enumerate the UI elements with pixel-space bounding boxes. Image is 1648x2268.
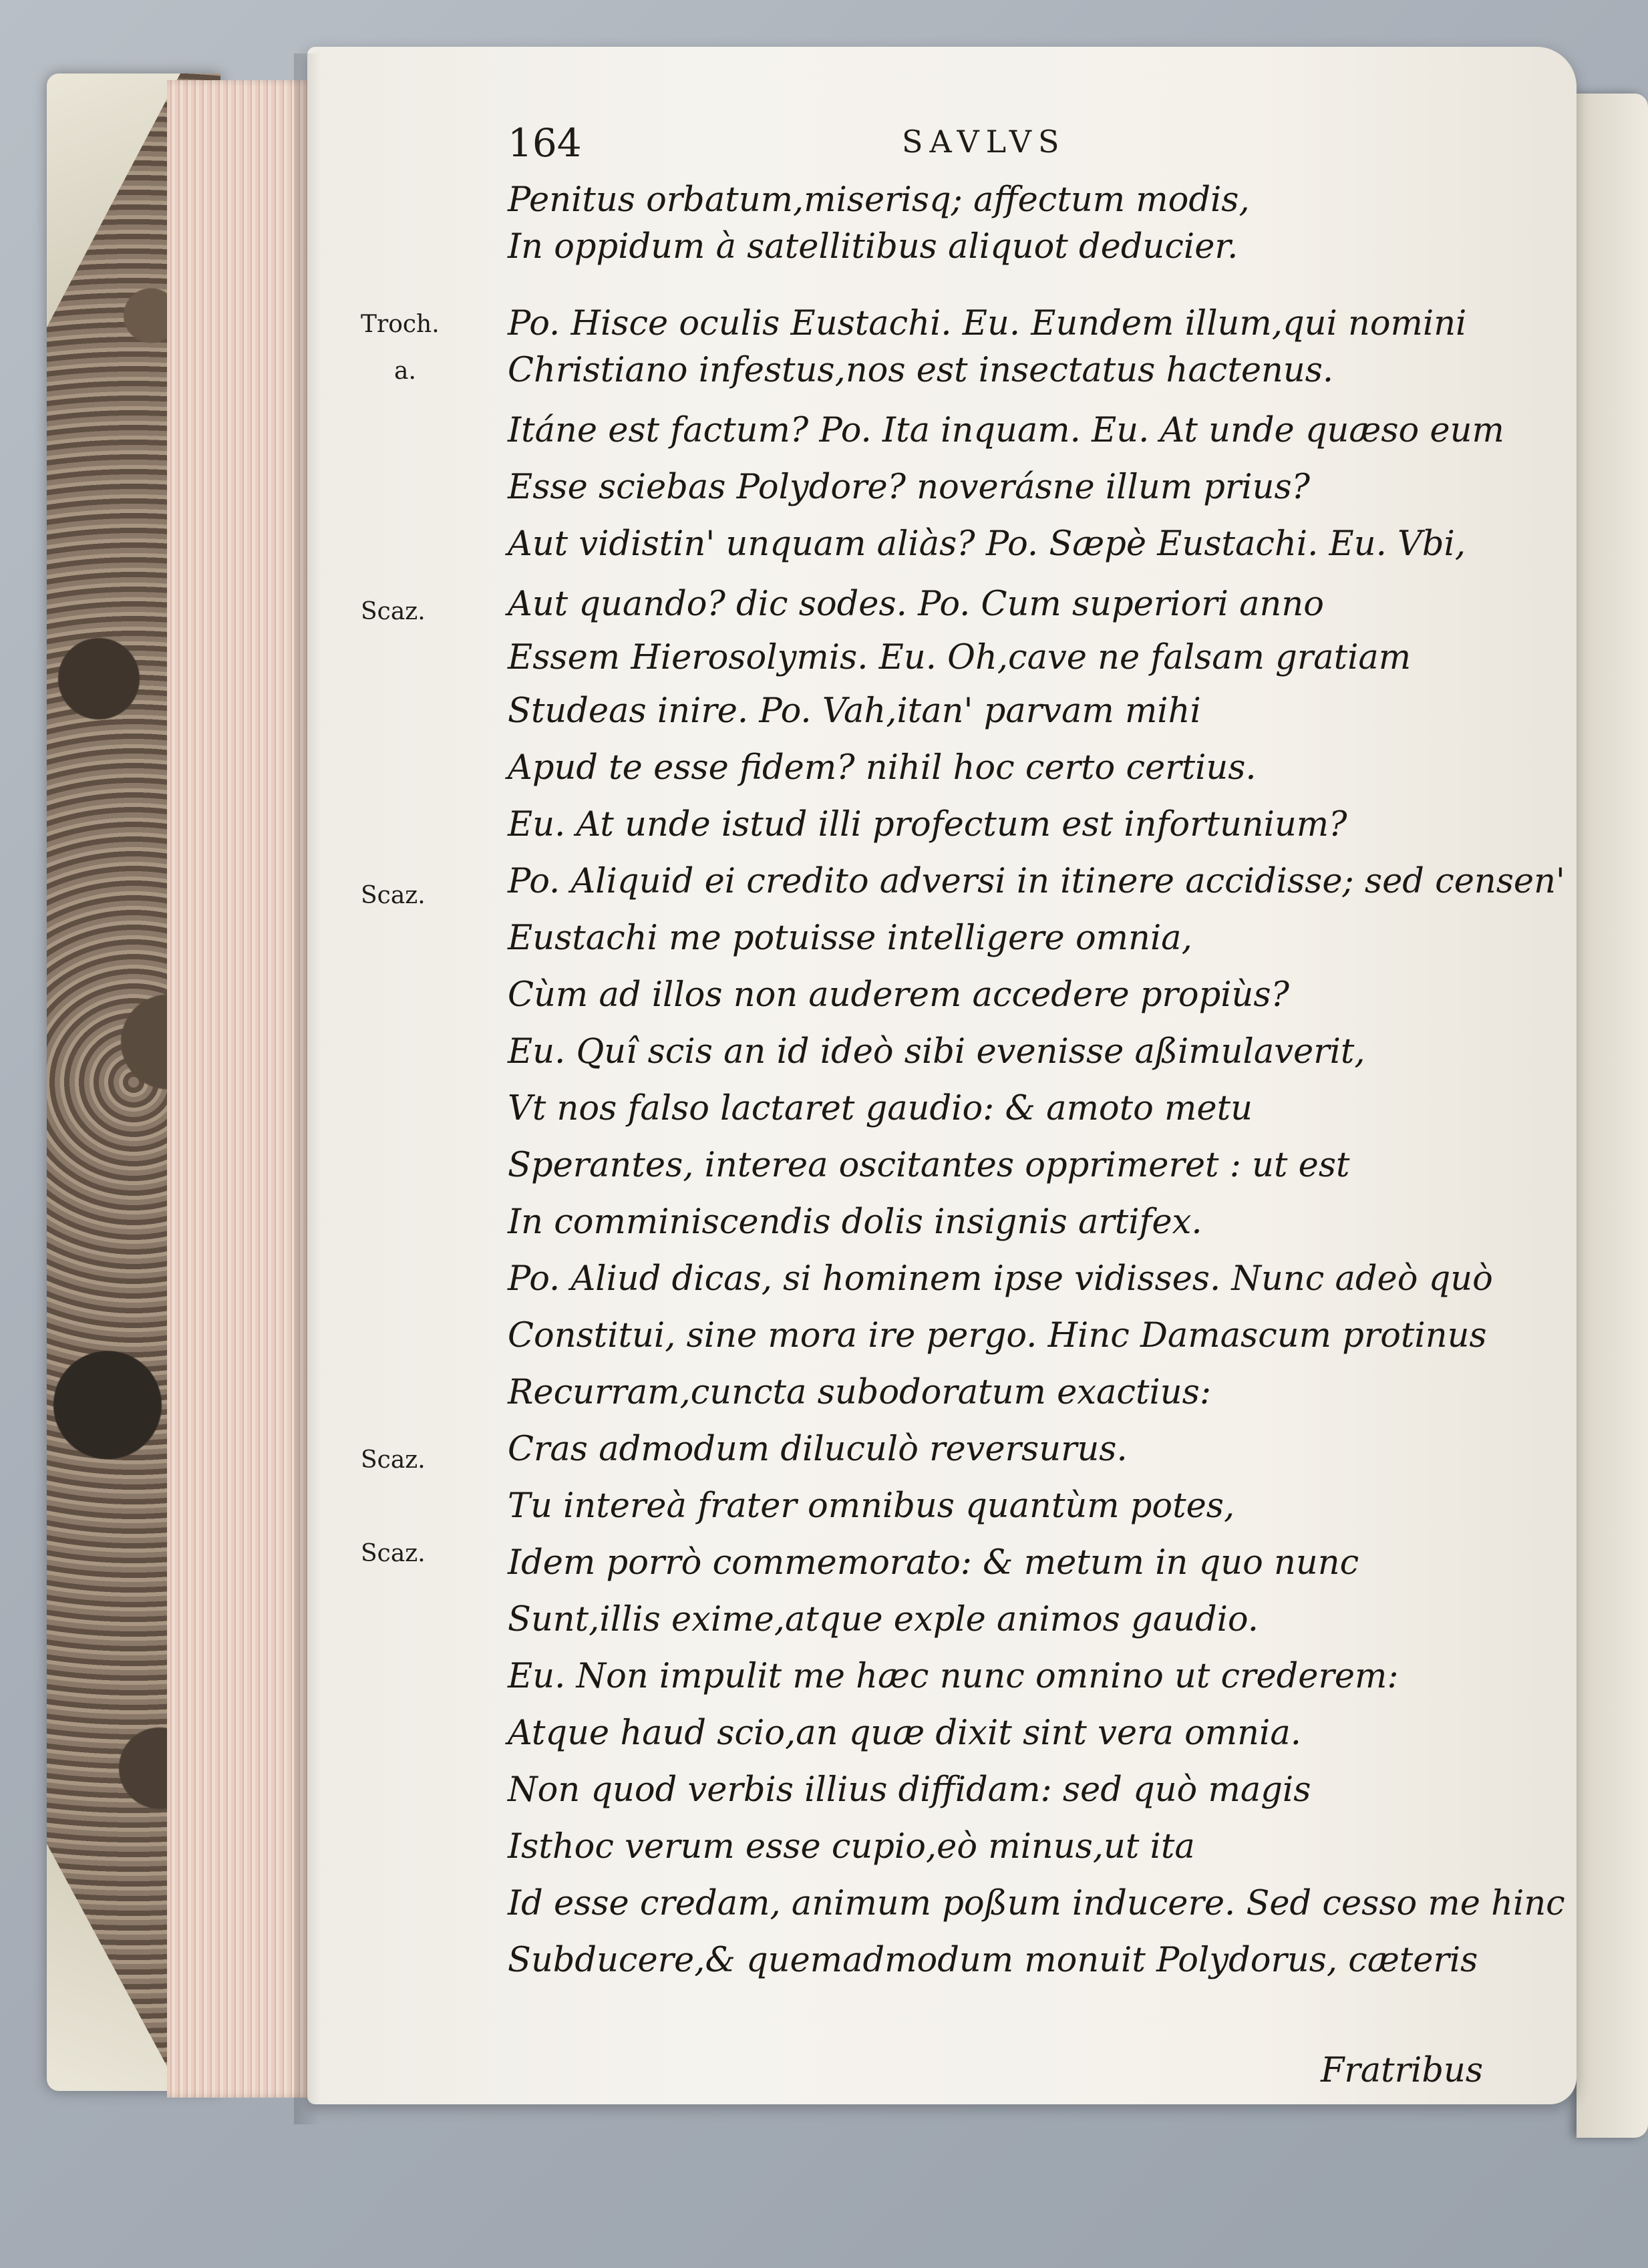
facing-page-edge xyxy=(1577,94,1648,2138)
text-line: Aut quando? dic sodes. Po. Cum superiori anno xyxy=(508,585,1324,624)
text-line: Idem porrò commemorato: & metum in quo nunc xyxy=(508,1543,1359,1583)
text-line: Aut vidistin' unquam aliàs? Po. Sæpè Eustachi. Eu. Vbi, xyxy=(508,524,1466,564)
text-line: Eustachi me potuisse intelligere omnia, xyxy=(508,919,1192,958)
text-line: Po. Aliquid ei credito adversi in itinere accidisse; sed censen' xyxy=(508,862,1565,901)
text-line: In oppidum à satellitibus aliquot deducier. xyxy=(508,227,1239,267)
margin-note: Troch. xyxy=(361,311,440,338)
text-line: Eu. Non impulit me hæc nunc omnino ut crederem: xyxy=(508,1657,1399,1696)
running-head: SAVLVS xyxy=(902,124,1066,160)
text-line: Constitui, sine mora ire pergo. Hinc Damascum protinus xyxy=(508,1316,1487,1355)
text-line: Cùm ad illos non auderem accedere propiùs? xyxy=(508,975,1289,1015)
text-line: Essem Hierosolymis. Eu. Oh,cave ne falsam gratiam xyxy=(508,638,1412,677)
text-line: Sunt,illis exime,atque exple animos gaudio. xyxy=(508,1600,1259,1639)
text-line: Eu. At unde istud illi profectum est infortunium? xyxy=(508,805,1347,844)
book-page xyxy=(307,47,1577,2104)
text-line: Christiano infestus,nos est insectatus hactenus. xyxy=(508,351,1334,390)
margin-note: Scaz. xyxy=(361,1540,426,1567)
text-line: Studeas inire. Po. Vah,itan' parvam mihi xyxy=(508,691,1201,731)
text-line: Itáne est factum? Po. Ita inquam. Eu. At unde quæso eum xyxy=(508,411,1504,450)
text-line: Eu. Quî scis an id ideò sibi evenisse aßimulaverit, xyxy=(508,1032,1365,1072)
text-line: Subducere,& quemadmodum monuit Polydorus, cæteris xyxy=(508,1941,1478,1980)
catchword: Fratribus xyxy=(1320,2051,1483,2090)
text-line: Recurram,cuncta subodoratum exactius: xyxy=(508,1373,1211,1412)
page-number: 164 xyxy=(508,120,582,166)
text-line: Non quod verbis illius diffidam: sed quò magis xyxy=(508,1770,1311,1810)
text-line: Tu intereà frater omnibus quantùm potes, xyxy=(508,1486,1235,1526)
text-line: Id esse credam, animum poßum inducere. Sed cesso me hinc xyxy=(508,1884,1565,1923)
text-line: Cras admodum diluculò reversurus. xyxy=(508,1430,1128,1469)
text-line: In comminiscendis dolis insignis artifex. xyxy=(508,1202,1202,1242)
margin-note: Scaz. xyxy=(361,882,426,909)
text-line: Apud te esse fidem? nihil hoc certo certius. xyxy=(508,748,1257,788)
margin-note: Scaz. xyxy=(361,598,426,625)
text-line: Po. Hisce oculis Eustachi. Eu. Eundem illum,qui nomini xyxy=(508,304,1467,343)
text-line: Isthoc verum esse cupio,eò minus,ut ita xyxy=(508,1827,1195,1867)
text-line: Esse sciebas Polydore? noverásne illum prius? xyxy=(508,468,1310,507)
text-line: Po. Aliud dicas, si hominem ipse vidisses. Nunc adeò quò xyxy=(508,1259,1493,1299)
text-line: Penitus orbatum,miserisq; affectum modis, xyxy=(508,180,1250,220)
text-line: Vt nos falso lactaret gaudio: & amoto metu xyxy=(508,1089,1253,1128)
text-line: Atque haud scio,an quæ dixit sint vera omnia. xyxy=(508,1714,1301,1753)
text-line: Sperantes, interea oscitantes opprimeret : ut est xyxy=(508,1146,1350,1185)
margin-note: a. xyxy=(394,357,416,385)
page-block-edges xyxy=(167,80,314,2098)
spine-shadow xyxy=(294,53,321,2124)
margin-note: Scaz. xyxy=(361,1446,426,1474)
